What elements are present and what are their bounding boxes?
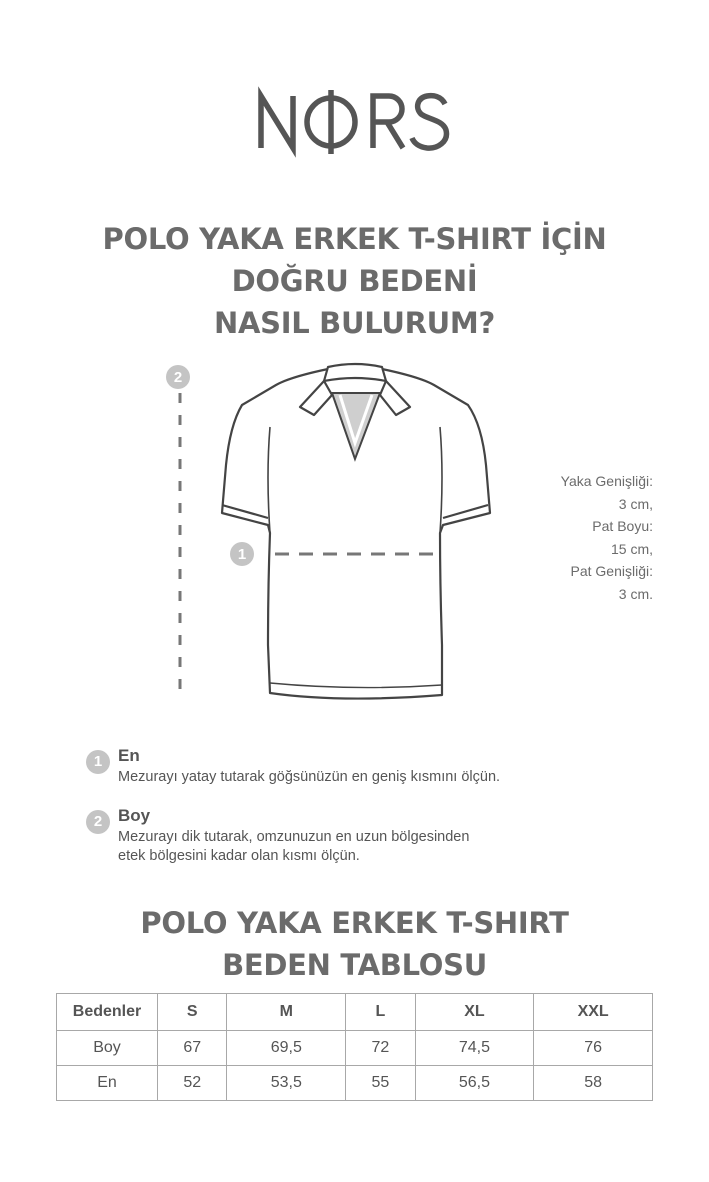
table-cell: 69,5 <box>227 1031 346 1066</box>
table-cell: 72 <box>346 1031 415 1066</box>
title-line-2: DOĞRU BEDENİ <box>231 264 478 298</box>
table-header-cell: Bedenler <box>57 994 158 1031</box>
size-table-title <box>0 902 709 986</box>
table-header-cell: M <box>227 994 346 1031</box>
table-header-cell: XL <box>415 994 534 1031</box>
nors-logo <box>255 86 455 158</box>
table-title-line-2: BEDEN TABLOSU <box>222 948 487 982</box>
step-description-line: Mezurayı dik tutarak, omzunuzun en uzun bölgesinden <box>118 829 470 845</box>
spec-line: 3 cm, <box>618 495 653 512</box>
table-row <box>57 1066 653 1101</box>
title-line-1: POLO YAKA ERKEK T-SHIRT İÇİN <box>102 222 607 256</box>
chest-marker-label: 1 <box>237 546 247 563</box>
table-cell: Boy <box>57 1031 158 1066</box>
spec-line: 15 cm, <box>610 540 653 557</box>
table-cell: 55 <box>346 1066 415 1101</box>
table-cell: 74,5 <box>415 1031 534 1066</box>
step-title: En <box>118 746 140 765</box>
table-cell: 58 <box>534 1066 653 1101</box>
table-cell: 56,5 <box>415 1066 534 1101</box>
step-number-badge: 2 <box>86 810 110 834</box>
step-title: Boy <box>118 806 151 825</box>
step-description <box>118 828 469 866</box>
step-description-line: Mezurayı yatay tutarak göğsünüzün en geniş kısmını ölçün. <box>118 769 501 785</box>
table-cell: En <box>57 1066 158 1101</box>
table-cell: 67 <box>158 1031 227 1066</box>
spec-line: Pat Boyu: <box>592 518 653 534</box>
table-row <box>57 1031 653 1066</box>
shirt-diagram <box>150 355 530 715</box>
spec-line: Pat Genişliği: <box>570 563 653 579</box>
table-cell: 52 <box>158 1066 227 1101</box>
table-header-cell: XXL <box>534 994 653 1031</box>
table-cell: 76 <box>534 1031 653 1066</box>
table-title-line-1: POLO YAKA ERKEK T-SHIRT <box>140 906 569 940</box>
table-header-cell: L <box>346 994 415 1031</box>
spec-line: 3 cm. <box>618 585 653 602</box>
table-header-cell: S <box>158 994 227 1031</box>
title-line-3: NASIL BULURUM? <box>214 306 495 340</box>
step-description <box>118 768 500 787</box>
size-table <box>56 993 653 1101</box>
collar-specs <box>561 470 653 605</box>
step-description-line: etek bölgesini kadar olan kısmı ölçün. <box>118 848 360 864</box>
length-marker-label: 2 <box>173 369 183 386</box>
page-title <box>0 218 709 344</box>
polo-shirt-illustration <box>150 355 530 715</box>
brand-logo <box>0 86 709 158</box>
table-cell: 53,5 <box>227 1066 346 1101</box>
step-number-badge: 1 <box>86 750 110 774</box>
spec-line: Yaka Genişliği: <box>560 473 653 489</box>
table-header-row <box>57 994 653 1031</box>
